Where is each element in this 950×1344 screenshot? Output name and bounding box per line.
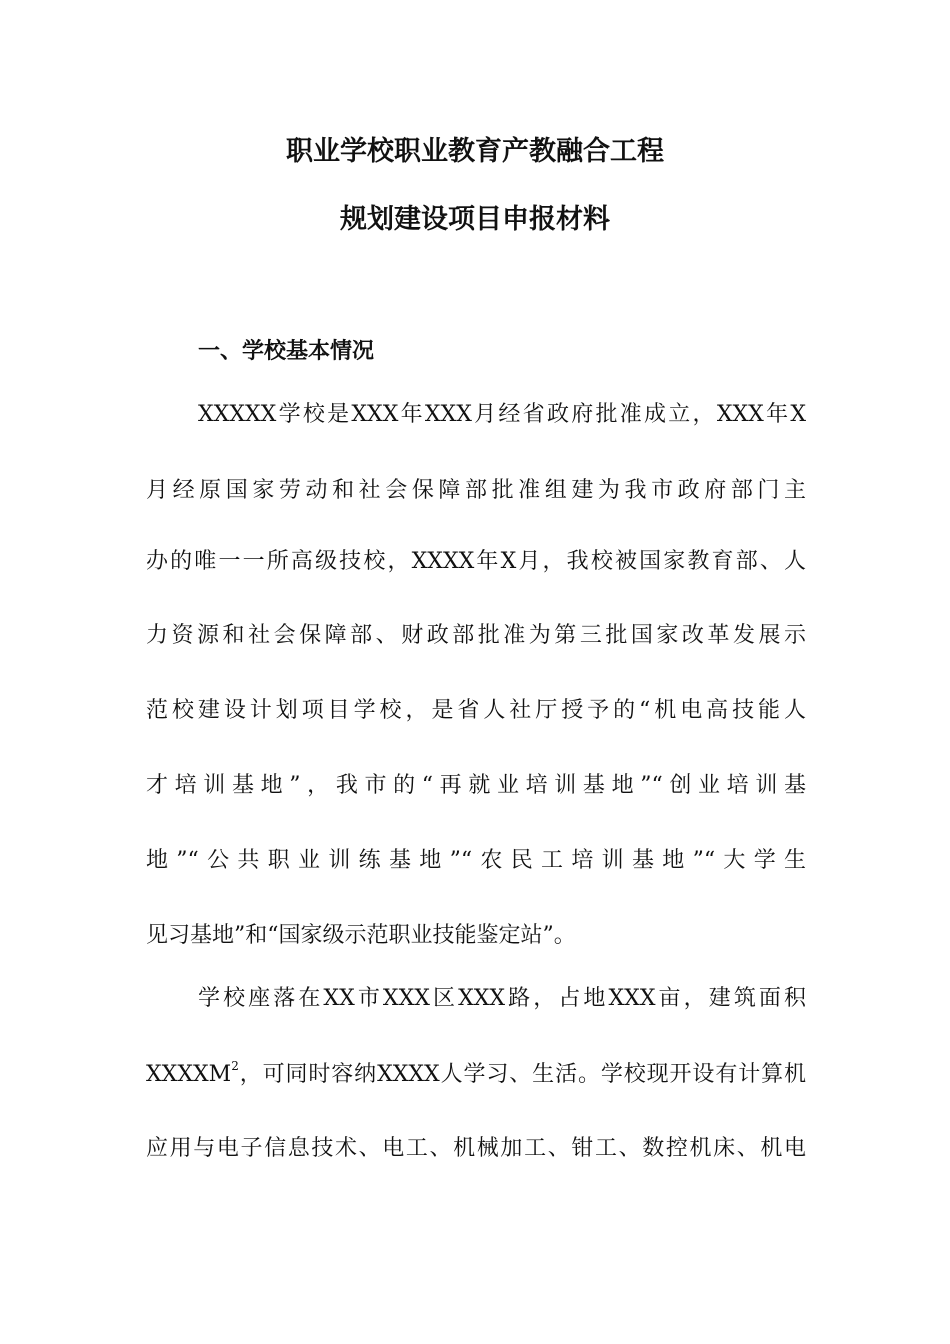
paragraph-line: 学校座落在XX市XXX区XXX路，占地XXX亩，建筑面积	[198, 986, 806, 1011]
paragraph-line: 范校建设计划项目学校，是省人社厅授予的“机电高技能人	[146, 698, 806, 723]
paragraph-line: 见习基地”和“国家级示范职业技能鉴定站”。	[146, 923, 576, 948]
paragraph-line: 办的唯一一所高级技校，XXXX年X月，我校被国家教育部、人	[146, 549, 806, 574]
paragraph-line-with-area	[146, 1060, 806, 1090]
area-value: XXXXM	[146, 1062, 232, 1087]
paragraph-line: XXXXX学校是XXX年XXX月经省政府批准成立，XXX年X	[198, 402, 806, 427]
paragraph-line: 应用与电子信息技术、电工、机械加工、钳工、数控机床、机电	[146, 1136, 806, 1161]
paragraph-line: 月经原国家劳动和社会保障部批准组建为我市政府部门主	[146, 478, 806, 503]
document-title-line-1: 职业学校职业教育产教融合工程	[286, 136, 664, 167]
paragraph-line: 才培训基地”，我市的“再就业培训基地”“创业培训基	[146, 773, 806, 798]
paragraph-line: 地”“公共职业训练基地”“农民工培训基地”“大学生	[146, 848, 806, 873]
superscript-two: 2	[231, 1059, 239, 1073]
section-heading: 一、学校基本情况	[198, 339, 375, 364]
paragraph-line: 力资源和社会保障部、财政部批准为第三批国家改革发展示	[146, 623, 806, 648]
document-title-line-2: 规划建设项目申报材料	[340, 204, 610, 235]
area-line-continuation: ，可同时容纳XXXX人学习、生活。学校现开设有计算机	[238, 1062, 806, 1087]
